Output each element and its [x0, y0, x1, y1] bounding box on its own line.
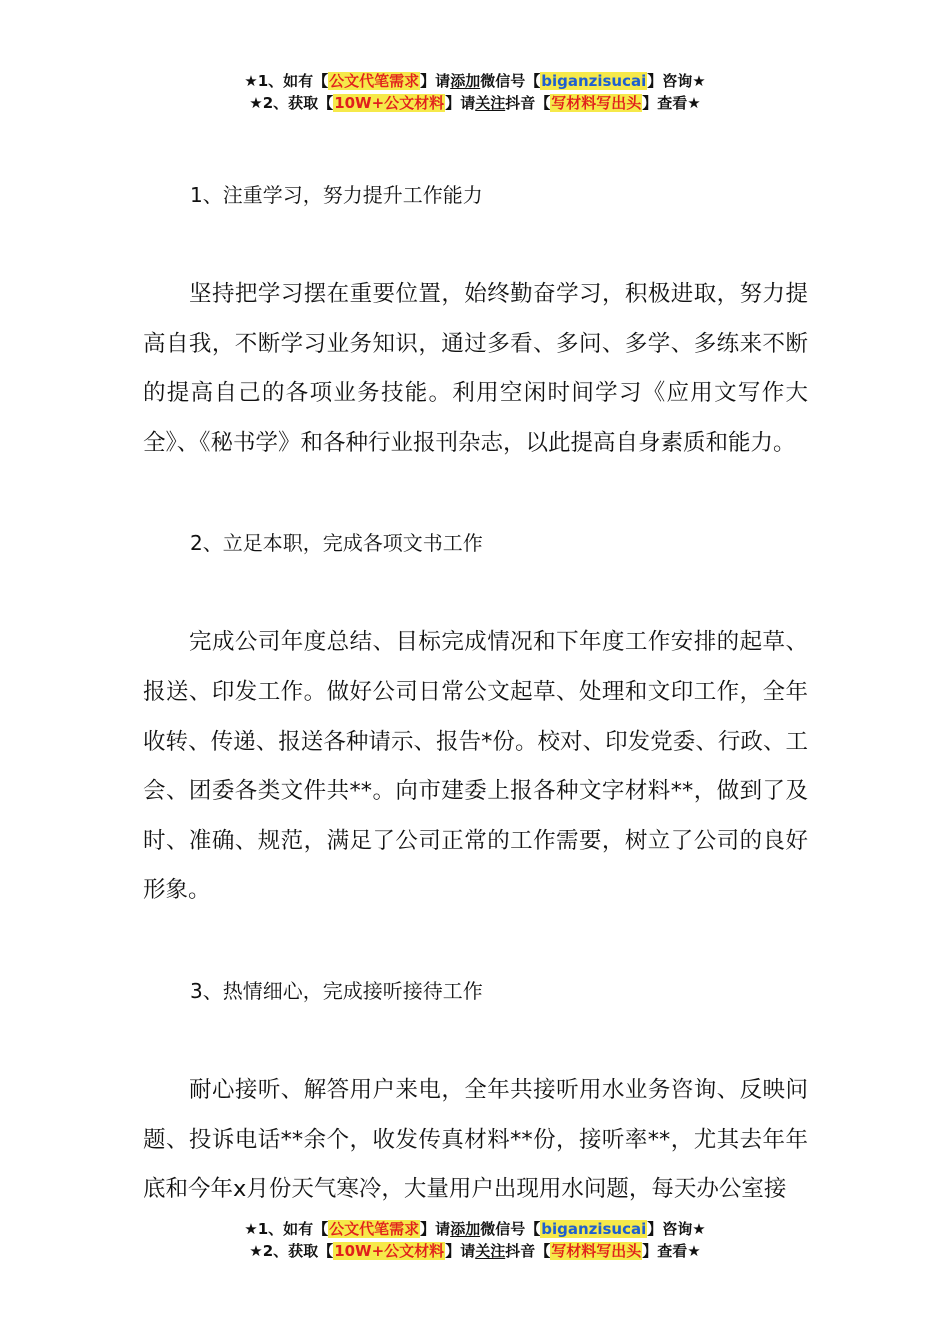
banner-text: ★1、如有【 — [244, 1220, 329, 1238]
banner-line-1 — [0, 70, 950, 92]
banner-text: ★1、如有【 — [244, 72, 329, 90]
banner-highlight: 10W+公文材料 — [334, 1242, 445, 1260]
banner-text: 】咨询★ — [647, 1220, 706, 1238]
banner-text: 抖音【 — [505, 1242, 551, 1260]
banner-text: 】请 — [420, 1220, 451, 1238]
banner-douyin-id: 写材料写出头 — [551, 94, 642, 112]
banner-highlight: 10W+公文材料 — [334, 94, 445, 112]
banner-line-2 — [0, 1240, 950, 1262]
document-body — [143, 170, 808, 1215]
banner-underlined: 关注 — [475, 1242, 506, 1260]
banner-underlined: 关注 — [475, 94, 506, 112]
banner-text: 】查看★ — [642, 1242, 701, 1260]
section-paragraph: 坚持把学习摆在重要位置，始终勤奋学习，积极进取，努力提高自我，不断学习业务知识，通过多看、多问、多学、多练来不断的提高自己的各项业务技能。利用空闲时间学习《应用文写作大全》、《秘书学》和各种行业报刊杂志，以此提高自身素质和能力。 — [143, 281, 808, 456]
section-heading: 3、热情细心，完成接听接待工作 — [190, 978, 483, 1003]
banner-douyin-id: 写材料写出头 — [551, 1242, 642, 1260]
banner-text: 微信号【 — [480, 72, 541, 90]
section-heading: 1、注重学习，努力提升工作能力 — [190, 183, 483, 207]
banner-text: 】请 — [420, 72, 451, 90]
banner-underlined: 添加 — [450, 1220, 481, 1238]
banner-text: 】咨询★ — [647, 72, 706, 90]
banner-text: 】查看★ — [642, 94, 701, 112]
banner-highlight: 公文代笔需求 — [329, 1220, 420, 1238]
banner-text: ★2、获取【 — [249, 1242, 334, 1260]
banner-text: 】请 — [445, 94, 476, 112]
banner-wechat-id: biganzisucai — [541, 1220, 647, 1238]
banner-highlight: 公文代笔需求 — [329, 72, 420, 90]
section-paragraph: 完成公司年度总结、目标完成情况和下年度工作安排的起草、报送、印发工作。做好公司日常公文起草、处理和文印工作，全年收转、传递、报送各种请示、报告*份。校对、印发党委、行政、工会、团委各类文件共**。向市建委上报各种文字材料**，做到了及时、准确、规范，满足了公司正常的工作需要，树立了公司的良好形象。 — [143, 629, 808, 904]
banner-line-2 — [0, 92, 950, 114]
banner-text: 】请 — [445, 1242, 476, 1260]
banner-underlined: 添加 — [450, 72, 481, 90]
banner-text: 微信号【 — [480, 1220, 541, 1238]
banner-line-1 — [0, 1218, 950, 1240]
top-banner — [0, 70, 950, 114]
section-paragraph: 耐心接听、解答用户来电，全年共接听用水业务咨询、反映问题、投诉电话**余个，收发传真材料**份，接听率**，尤其去年年底和今年x月份天气寒冷，大量用户出现用水问题，每天办公室接 — [143, 1076, 808, 1203]
banner-text: 抖音【 — [505, 94, 551, 112]
banner-text: ★2、获取【 — [249, 94, 334, 112]
bottom-banner — [0, 1218, 950, 1262]
section-heading: 2、立足本职，完成各项文书工作 — [190, 531, 483, 556]
banner-wechat-id: biganzisucai — [541, 72, 647, 90]
